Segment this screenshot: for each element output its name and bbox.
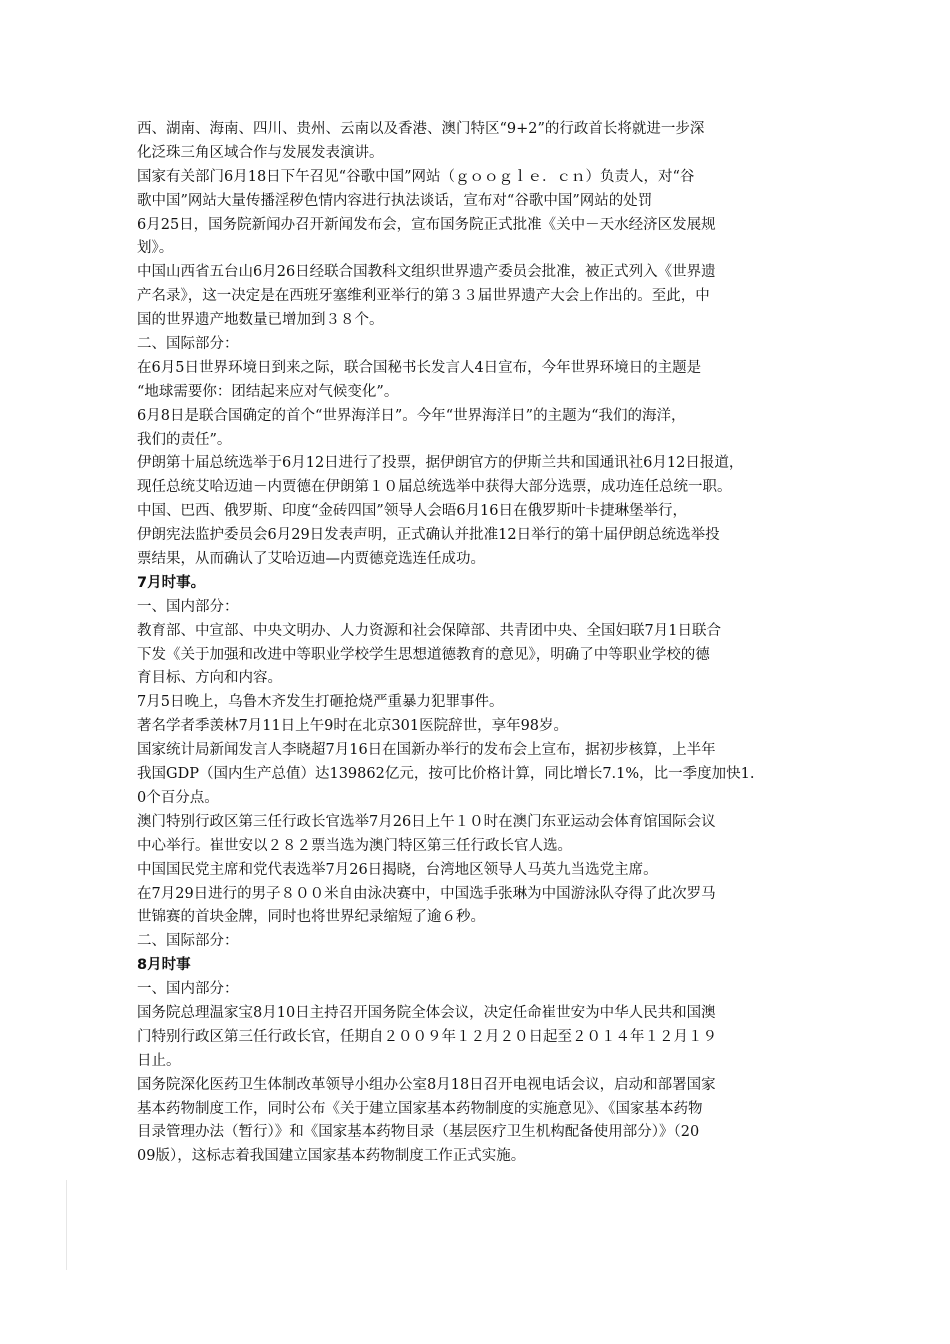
- text-line: 国务院深化医药卫生体制改革领导小组办公室8月18日召开电视电话会议，启动和部署国家: [137, 1076, 716, 1093]
- text-line: 中国国民党主席和党代表选举7月26日揭晓，台湾地区领导人马英九当选党主席。: [137, 861, 658, 878]
- section-heading: 7月时事。: [137, 574, 206, 591]
- text-line: 0个百分点。: [137, 789, 219, 806]
- text-line: 育目标、方向和内容。: [137, 670, 282, 687]
- text-line: 目录管理办法（暂行）》和《国家基本药物目录（基层医疗卫生机构配备使用部分）》（20: [137, 1124, 700, 1141]
- text-line: 化泛珠三角区域合作与发展发表演讲。: [137, 144, 384, 161]
- text-line: 伊朗宪法监护委员会6月29日发表声明，正式确认并批准12日举行的第十届伊朗总统选举投: [137, 527, 720, 544]
- text-line: 世锦赛的首块金牌，同时也将世界纪录缩短了逾６秒。: [137, 909, 485, 926]
- text-line: 现任总统艾哈迈迪－内贾德在伊朗第１０届总统选举中获得大部分选票，成功连任总统一职。: [137, 479, 732, 496]
- text-line: 歌中国”网站大量传播淫秽色情内容进行执法谈话，宣布对“谷歌中国”网站的处罚: [137, 192, 653, 209]
- text-line: “地球需要你：团结起来应对气候变化”。: [137, 383, 399, 400]
- text-line: 产名录》，这一决定是在西班牙塞维利亚举行的第３３届世界遗产大会上作出的。至此，中: [137, 288, 710, 305]
- text-line: 在7月29日进行的男子８００米自由泳决赛中，中国选手张琳为中国游泳队夺得了此次罗马: [137, 885, 716, 902]
- text-line: 日止。: [137, 1052, 181, 1069]
- text-line: 二、国际部分：: [137, 336, 239, 353]
- text-line: 6月25日，国务院新闻办召开新闻发布会，宣布国务院正式批准《关中－天水经济区发展规: [137, 216, 716, 233]
- text-line: 中心举行。崔世安以２８２票当选为澳门特区第三任行政长官人选。: [137, 837, 572, 854]
- text-line: 6月8日是联合国确定的首个“世界海洋日”。今年“世界海洋日”的主题为“我们的海洋，: [137, 407, 686, 424]
- text-line: 在6月5日世界环境日到来之际，联合国秘书长发言人4日宣布，今年世界环境日的主题是: [137, 359, 702, 376]
- text-line: 基本药物制度工作，同时公布《关于建立国家基本药物制度的实施意见》、《国家基本药物: [137, 1100, 703, 1117]
- text-line: 划》。: [137, 240, 174, 257]
- text-line: 国家统计局新闻发言人李晓超7月16日在国新办举行的发布会上宣布，据初步核算，上半年: [137, 742, 716, 759]
- document-body: [137, 118, 827, 1169]
- text-line: 票结果，从而确认了艾哈迈迪—内贾德竞选连任成功。: [137, 551, 485, 568]
- text-line: 09版），这标志着我国建立国家基本药物制度工作正式实施。: [137, 1148, 526, 1165]
- section-heading: 8月时事: [137, 957, 191, 974]
- text-line: 我国GDP（国内生产总值）达139862亿元，按可比价格计算，同比增长7.1%，比一季度加快1.: [137, 766, 755, 783]
- text-line: 国务院总理温家宝8月10日主持召开国务院全体会议，决定任命崔世安为中华人民共和国澳: [137, 1004, 716, 1021]
- text-line: 中国山西省五台山6月26日经联合国教科文组织世界遗产委员会批准，被正式列入《世界遗: [137, 264, 716, 281]
- text-line: 7月5日晚上，乌鲁木齐发生打砸抢烧严重暴力犯罪事件。: [137, 694, 504, 711]
- text-line: 西、湖南、海南、四川、贵州、云南以及香港、澳门特区“9+2”的行政首长将就进一步深: [137, 121, 705, 137]
- text-line: 著名学者季羡林7月11日上午9时在北京301医院辞世，享年98岁。: [137, 718, 569, 735]
- text-line: 一、国内部分：: [137, 981, 239, 998]
- text-line: 伊朗第十届总统选举于6月12日进行了投票，据伊朗官方的伊斯兰共和国通讯社6月12日报道，: [137, 455, 744, 472]
- text-line: 一、国内部分：: [137, 598, 239, 615]
- text-line: 国家有关部门6月18日下午召见“谷歌中国”网站（ｇｏｏｇｌｅ．ｃｎ）负责人，对“谷: [137, 168, 695, 185]
- text-line: 教育部、中宣部、中央文明办、人力资源和社会保障部、共青团中央、全国妇联7月1日联合: [137, 622, 721, 639]
- text-line: 中国、巴西、俄罗斯、印度“金砖四国”领导人会晤6月16日在俄罗斯叶卡捷琳堡举行，: [137, 503, 687, 520]
- text-line: 我们的责任”。: [137, 431, 232, 448]
- text-line: 二、国际部分：: [137, 933, 239, 950]
- text-line: 门特别行政区第三任行政长官，任期自２００９年１２月２０日起至２０１４年１２月１９: [137, 1028, 717, 1045]
- page-margin-mark: [66, 1180, 67, 1270]
- text-line: 下发《关于加强和改进中等职业学校学生思想道德教育的意见》，明确了中等职业学校的德: [137, 646, 710, 663]
- text-line: 国的世界遗产地数量已增加到３８个。: [137, 312, 384, 329]
- text-line: 澳门特别行政区第三任行政长官选举7月26日上午１０时在澳门东亚运动会体育馆国际会议: [137, 813, 716, 830]
